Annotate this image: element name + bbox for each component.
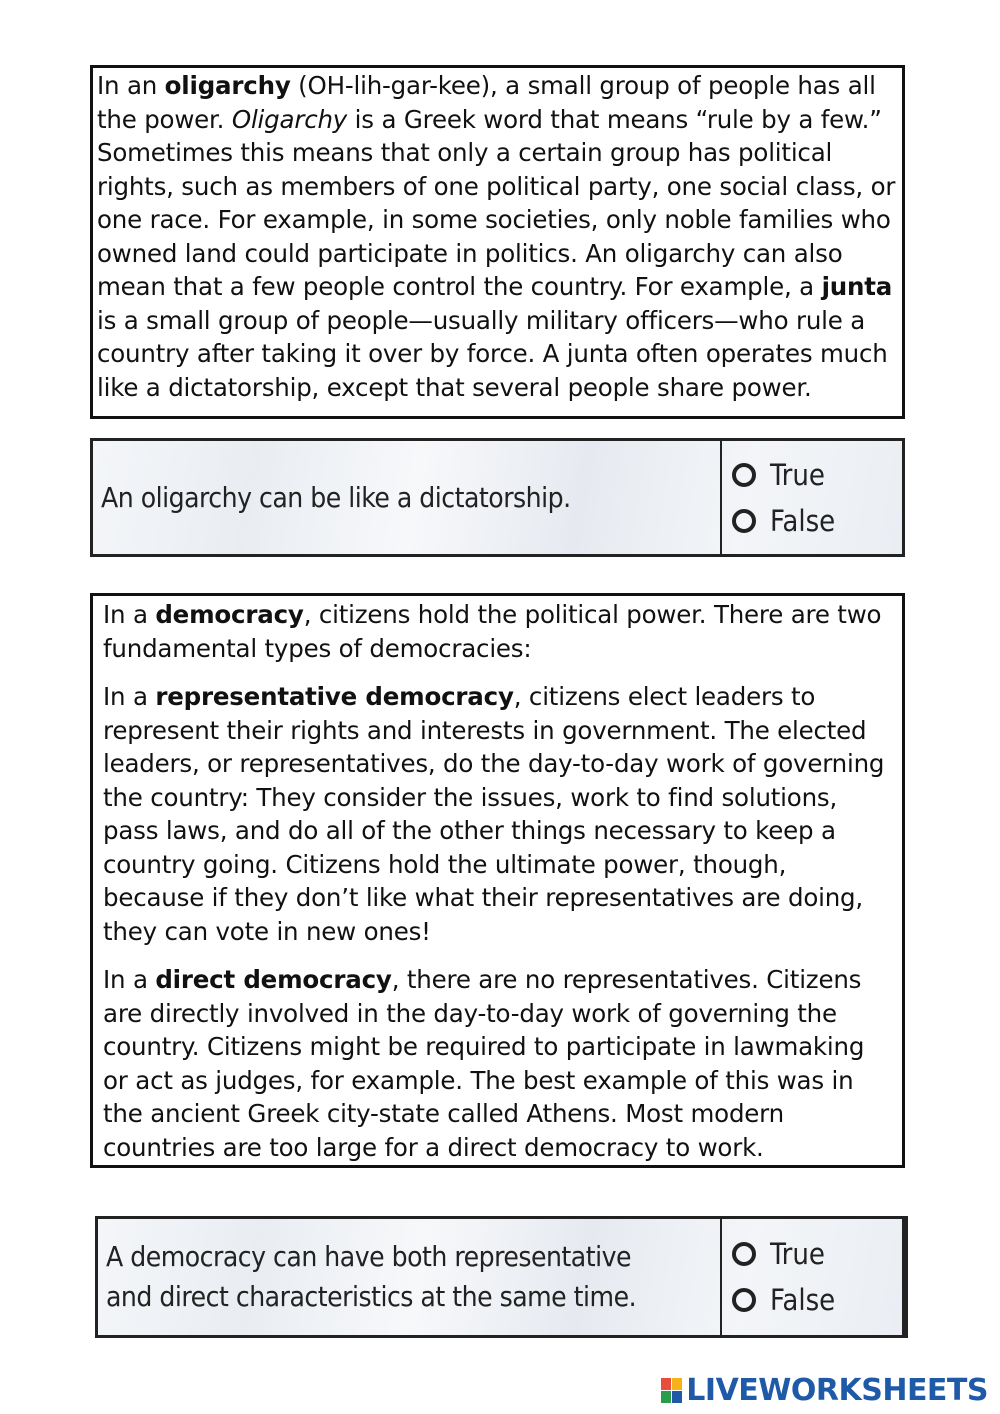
- text-run: is a small group of people—usually military officers—who rule a country after taking it over by force. A junta often operates much like a dictatorship, except that several people share power.: [97, 305, 888, 402]
- text-run: is a Greek word that means “rule by a few.” Sometimes this means that only a certain group has political rights, such as members of one political party, one social class, or one race. For example, in some societies, only noble families who owned land could participate in politics. An oligarchy can also mean that a few people control the country. For example, a: [97, 104, 896, 301]
- radio-circle-icon[interactable]: [732, 509, 756, 533]
- term-direct-democracy: direct democracy: [155, 965, 392, 994]
- option-false[interactable]: [732, 1277, 902, 1323]
- liveworksheets-brand: [661, 1373, 988, 1408]
- text-run: , citizens hold the political power. There are two fundamental types of democracies:: [103, 600, 882, 663]
- option-label: False: [770, 503, 836, 538]
- italic-oligarchy: Oligarchy: [231, 104, 348, 134]
- oligarchy-paragraph: [97, 69, 898, 404]
- option-label: True: [770, 1237, 825, 1271]
- radio-circle-icon[interactable]: [732, 1242, 756, 1266]
- text-run: In a: [103, 682, 156, 711]
- true-false-question-1: [90, 438, 905, 557]
- radio-circle-icon[interactable]: [732, 463, 756, 487]
- brand-wordmark: LIVEWORKSHEETS: [686, 1373, 988, 1408]
- liveworksheets-logo-icon: [661, 1378, 683, 1404]
- democracy-intro-paragraph: [103, 598, 892, 665]
- representative-democracy-paragraph: [103, 680, 892, 948]
- text-run: In a: [103, 965, 156, 994]
- option-true[interactable]: [732, 1231, 902, 1277]
- true-false-question-2: [95, 1216, 908, 1338]
- democracy-reading-box: [90, 593, 905, 1168]
- answer-options: [722, 1219, 902, 1335]
- text-run: (OH-lih-gar-kee), a small group of people has all the power.: [97, 71, 876, 134]
- term-democracy: democracy: [155, 600, 304, 629]
- option-label: False: [770, 1283, 836, 1317]
- term-representative-democracy: representative democracy: [155, 682, 514, 711]
- direct-democracy-paragraph: [103, 963, 892, 1164]
- text-run: In an: [97, 71, 165, 100]
- radio-circle-icon[interactable]: [732, 1288, 756, 1312]
- text-run: , there are no representatives. Citizens are directly involved in the day-to-day work of governing the country. Citizens might be required to participate in lawmaking or act as judges, for example. The best example of this was in the ancient Greek city-state called Athens. Most modern countries are too large for a direct democracy to work.: [103, 965, 865, 1162]
- text-run: In a: [103, 600, 156, 629]
- text-run: , citizens elect leaders to represent their rights and interests in government. The elected leaders, or representatives, do the day-to-day work of governing the country: They consider the issues, work to find solutions, pass laws, and do all of the other things necessary to keep a country going. Citizens hold the ultimate power, though, because if they don’t like what their representatives are doing, they can vote in new ones!: [103, 682, 885, 946]
- option-false[interactable]: [732, 498, 902, 544]
- term-oligarchy: oligarchy: [164, 71, 291, 100]
- term-junta: junta: [821, 272, 893, 301]
- question-statement: An oligarchy can be like a dictatorship.: [93, 441, 722, 554]
- oligarchy-reading-box: [90, 65, 905, 419]
- option-true[interactable]: [732, 452, 902, 498]
- question-statement: A democracy can have both representative and direct characteristics at the same time.: [98, 1219, 722, 1335]
- answer-options: [722, 441, 902, 554]
- option-label: True: [770, 457, 825, 492]
